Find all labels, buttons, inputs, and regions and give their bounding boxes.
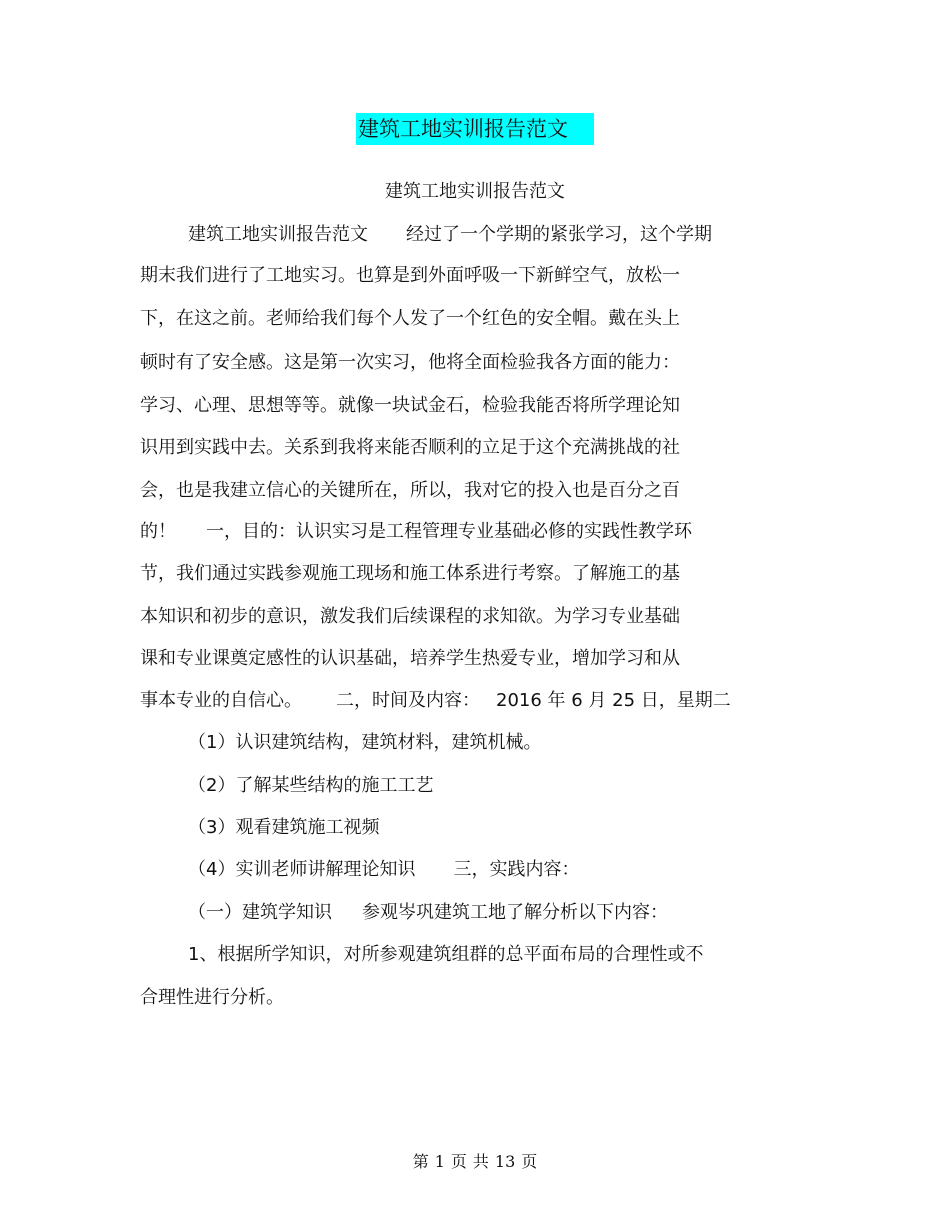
body-text: 参观岑巩建筑工地了解分析以下内容：	[362, 902, 668, 923]
body-text: 一，目的：认识实习是工程管理专业基础必修的实践性教学环	[206, 521, 692, 542]
body-line-11	[140, 645, 680, 673]
body-line-7	[140, 477, 680, 505]
footer-total-prefix: 共	[472, 1152, 489, 1171]
body-line-18	[188, 941, 703, 969]
footer-page-prefix: 第	[412, 1152, 429, 1171]
body-line-1	[188, 221, 712, 249]
body-text: 课和专业课奠定感性的认识基础，培养学生热爱专业，增加学习和从	[140, 648, 680, 669]
body-line-3	[140, 305, 680, 333]
body-line-5	[140, 392, 680, 420]
body-text: 本知识和初步的意识，激发我们后续课程的求知欲。为学习专业基础	[140, 606, 680, 627]
body-line-19	[140, 984, 284, 1012]
body-line-6	[140, 434, 680, 462]
body-line-15	[188, 814, 379, 842]
body-text: 节，我们通过实践参观施工现场和施工体系进行考察。了解施工的基	[140, 563, 680, 584]
body-line-12	[140, 687, 731, 715]
document-subtitle: 建筑工地实训报告范文	[385, 181, 565, 202]
body-text: 期末我们进行了工地实习。也算是到外面呼吸一下新鲜空气，放松一	[140, 265, 680, 286]
body-text: 二，时间及内容：	[336, 690, 480, 711]
body-text: 建筑工地实训报告范文	[188, 224, 368, 245]
body-text: （4）实训老师讲解理论知识	[188, 859, 416, 880]
body-text: 经过了一个学期的紧张学习，这个学期	[406, 224, 712, 245]
footer-page-number: 1	[434, 1152, 445, 1171]
footer-page-mid: 页	[450, 1152, 467, 1171]
body-line-14	[188, 772, 433, 800]
body-line-13	[188, 729, 541, 757]
body-line-9	[140, 560, 680, 588]
body-text: （3）观看建筑施工视频	[188, 817, 380, 838]
page-footer	[0, 1150, 950, 1174]
footer-total-pages: 13	[494, 1152, 516, 1171]
title-wrap	[0, 113, 950, 145]
body-text: 2016 年 6 月 25 日，星期二	[496, 690, 731, 711]
body-text: 三，实践内容：	[453, 859, 580, 880]
body-text: 合理性进行分析。	[140, 987, 284, 1008]
body-line-10	[140, 603, 680, 631]
body-text: 会，也是我建立信心的关键所在，所以，我对它的投入也是百分之百	[140, 480, 680, 501]
body-line-17	[188, 899, 668, 927]
body-text: 的！	[140, 521, 176, 542]
body-text: （一）建筑学知识	[188, 902, 332, 923]
body-text: 顿时有了安全感。这是第一次实习，他将全面检验我各方面的能力：	[140, 352, 680, 373]
document-title: 建筑工地实训报告范文	[356, 113, 594, 145]
body-line-8	[140, 518, 692, 546]
body-line-4	[140, 349, 680, 377]
body-text: 事本专业的自信心。	[140, 690, 302, 711]
body-text: 学习、心理、思想等等。就像一块试金石，检验我能否将所学理论知	[140, 395, 680, 416]
body-text: 识用到实践中去。关系到我将来能否顺利的立足于这个充满挑战的社	[140, 437, 680, 458]
footer-total-suffix: 页	[521, 1152, 538, 1171]
body-line-2	[140, 262, 680, 290]
body-text: （2）了解某些结构的施工工艺	[188, 775, 434, 796]
body-text: 1、根据所学知识，对所参观建筑组群的总平面布局的合理性或不	[188, 944, 704, 965]
body-text: （1）认识建筑结构，建筑材料，建筑机械。	[188, 732, 542, 753]
body-line-16	[188, 856, 579, 884]
body-text: 下，在这之前。老师给我们每个人发了一个红色的安全帽。戴在头上	[140, 308, 680, 329]
